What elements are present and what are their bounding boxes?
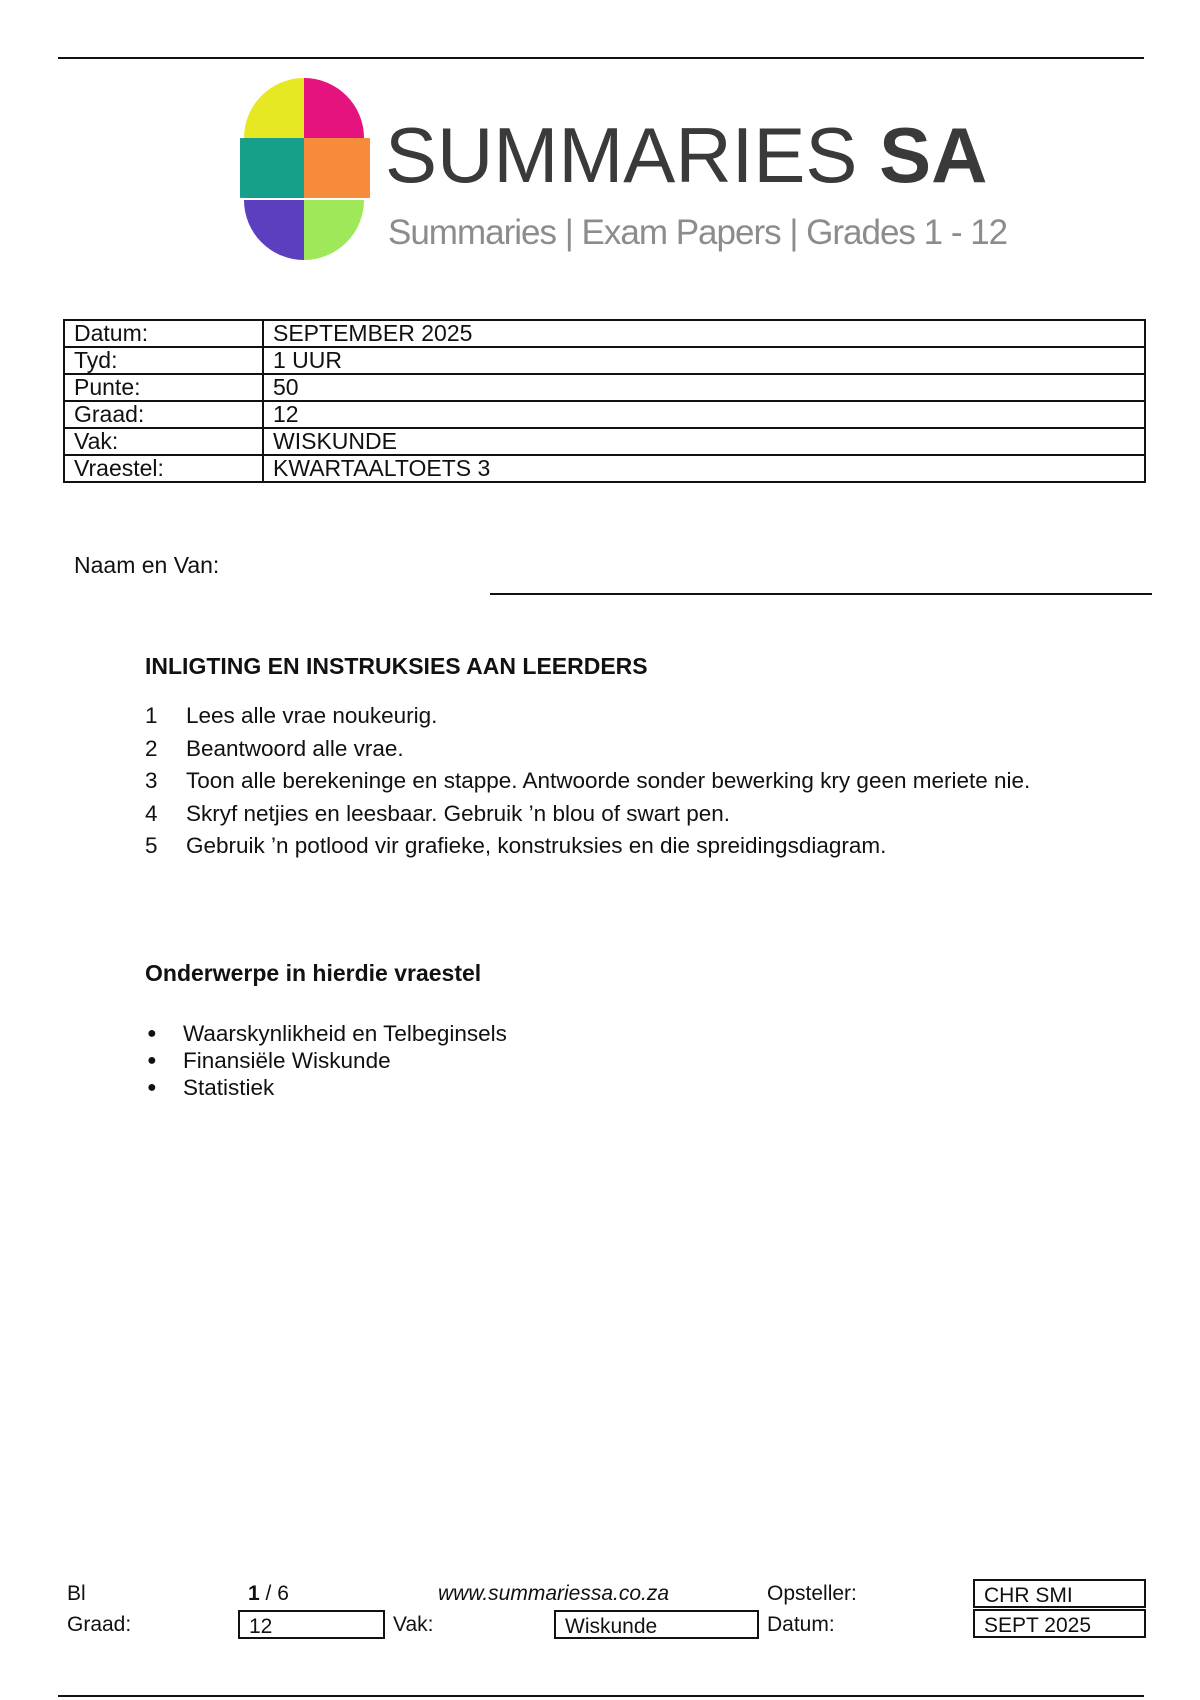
footer-subject-label: Vak:: [393, 1613, 434, 1636]
footer-date-value: SEPT 2025: [973, 1609, 1146, 1638]
bullet-icon: ●: [147, 1052, 157, 1069]
page-label: Bl: [67, 1582, 86, 1605]
table-row: Punte: 50: [64, 374, 1145, 401]
page-number: 1 / 6: [248, 1582, 289, 1605]
table-row: Vraestel: KWARTAALTOETS 3: [64, 455, 1145, 482]
topics-heading: Onderwerpe in hierdie vraestel: [145, 960, 482, 986]
footer-subject-value: Wiskunde: [554, 1610, 759, 1639]
list-item: 1 Lees alle vrae noukeurig.: [145, 703, 438, 728]
exam-info-table: [63, 319, 1146, 483]
brand-subtitle: Summaries | Exam Papers | Grades 1 - 12: [388, 213, 1008, 252]
bullet-icon: ●: [147, 1079, 157, 1096]
bullet-icon: ●: [147, 1025, 157, 1042]
name-answer-line[interactable]: [490, 593, 1152, 595]
bottom-rule: [58, 1695, 1144, 1697]
top-rule: [58, 57, 1144, 59]
website-link[interactable]: www.summariessa.co.za: [438, 1582, 670, 1605]
logo-s-mark-icon: [240, 76, 370, 262]
list-item: 4 Skryf netjies en leesbaar. Gebruik ’n blou of swart pen.: [145, 800, 731, 826]
table-row: Vak: WISKUNDE: [64, 428, 1145, 455]
table-row: Graad: 12: [64, 401, 1145, 428]
footer-grade-value: 12: [238, 1610, 385, 1639]
list-item: ● Finansiële Wiskunde: [147, 1048, 391, 1073]
instructions-heading: INLIGTING EN INSTRUKSIES AAN LEERDERS: [145, 653, 648, 679]
list-item: ● Statistiek: [147, 1075, 275, 1100]
list-item: 5 Gebruik ’n potlood vir grafieke, konstruksies en die spreidingsdiagram.: [145, 833, 887, 858]
instructions-list: [145, 700, 1085, 863]
list-item: ● Waarskynlikheid en Telbeginsels: [147, 1021, 507, 1046]
footer-grade-label: Graad:: [67, 1613, 132, 1636]
compiler-value: CHR SMI: [973, 1579, 1146, 1608]
table-row: Tyd: 1 UUR: [64, 347, 1145, 374]
brand-title: SUMMARIES SA: [385, 111, 988, 199]
footer-date-label: Datum:: [767, 1613, 835, 1636]
compiler-label: Opsteller:: [767, 1582, 857, 1605]
summaries-sa-logo: [240, 76, 1008, 262]
topics-list: [145, 1020, 507, 1101]
name-label: Naam en Van:: [74, 552, 220, 578]
table-row: Datum: SEPTEMBER 2025: [64, 320, 1145, 347]
list-item: 2 Beantwoord alle vrae.: [145, 735, 404, 761]
list-item: 3 Toon alle berekeninge en stappe. Antwoorde sonder bewerking kry geen meriete nie.: [145, 768, 1031, 793]
